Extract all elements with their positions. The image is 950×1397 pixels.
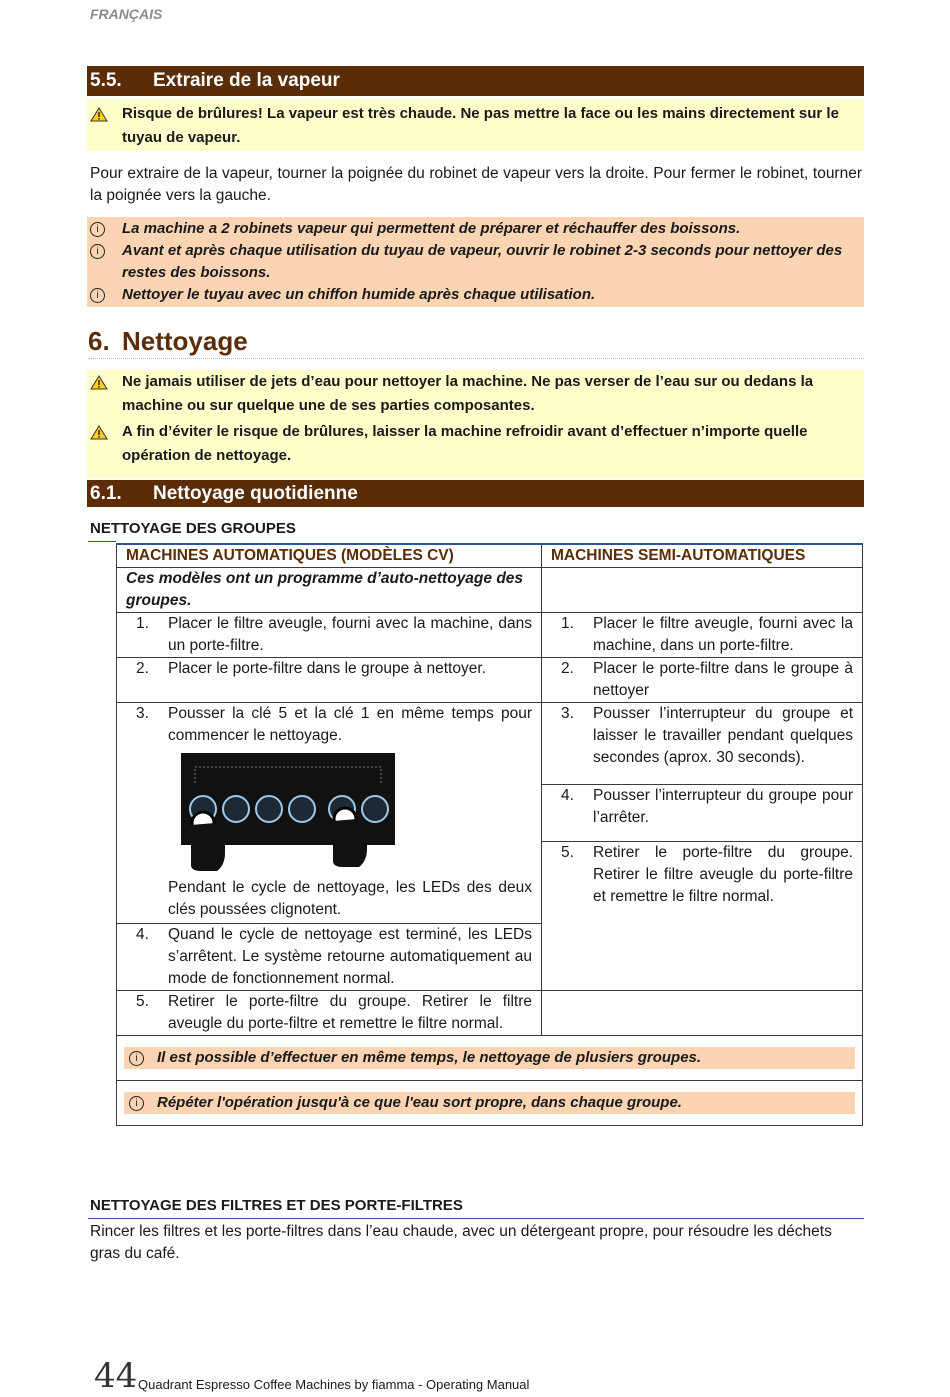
list-item xyxy=(551,703,853,769)
info-box xyxy=(87,217,864,307)
heading-rule xyxy=(88,1218,864,1219)
warning-text: Ne jamais utiliser de jets d’eau pour nettoyer la machine. Ne pas verser de l’eau sur ou dedans la machine ou sur quelque une de ses parties composantes. xyxy=(122,373,814,414)
groups-cleaning-heading: NETTOYAGE DES GROUPES xyxy=(90,520,296,537)
semi-step-cell xyxy=(542,785,863,842)
step-number: 5. xyxy=(136,993,149,1010)
step-text: Pousser l’interrupteur du groupe et laisser le travailler pendant quelques secondes (aprox. 30 seconds). xyxy=(593,705,853,766)
step-text: Pousser l’interrupteur du groupe pour l’arrêter. xyxy=(593,787,853,827)
column-header-semi: MACHINES SEMI-AUTOMATIQUES xyxy=(542,544,863,568)
note-text: Il est possible d’effectuer en même temps, le nettoyage de plusiers groupes. xyxy=(157,1049,702,1066)
section-heading-6-1 xyxy=(87,480,864,507)
step-number: 3. xyxy=(561,705,574,722)
auto-intro-text: Ces modèles ont un programme d’auto-nettoyage des groupes. xyxy=(126,570,524,609)
info-circle-icon: i xyxy=(90,288,105,303)
section-number: 6.1. xyxy=(90,483,122,504)
semi-step-cell xyxy=(542,658,863,703)
info-text: Nettoyer le tuyau avec un chiffon humide après chaque utilisation. xyxy=(122,286,596,303)
section-title: Nettoyage quotidienne xyxy=(153,483,358,504)
info-circle-icon: i xyxy=(129,1096,144,1111)
heading-rule xyxy=(88,541,116,542)
list-item xyxy=(551,785,853,829)
page-number: 44 xyxy=(94,1356,138,1396)
section-heading-5-5 xyxy=(87,66,864,96)
list-item xyxy=(126,613,532,657)
step-text: Retirer le porte-filtre du groupe. Retirer le filtre aveugle du porte-filtre et remettre le filtre normal. xyxy=(593,844,853,906)
filters-paragraph: Rincer les filtres et les porte-filtres dans l’eau chaude, avec un détergeant propre, pour résoudre les déchets gras du café. xyxy=(90,1223,832,1262)
semi-step-cell xyxy=(542,613,863,658)
empty-cell xyxy=(542,991,863,1036)
warning-triangle-icon xyxy=(90,107,108,122)
warning-item xyxy=(87,102,864,150)
step-number: 3. xyxy=(136,705,149,722)
list-item xyxy=(551,658,853,702)
step-number: 2. xyxy=(561,660,574,677)
step-text: Placer le filtre aveugle, fourni avec la machine, dans un porte-filtre. xyxy=(593,615,853,654)
step-text: Placer le porte-filtre dans le groupe à nettoyer. xyxy=(168,660,486,677)
cleaning-table xyxy=(116,543,863,1126)
warning-item xyxy=(87,420,864,468)
language-label: FRANÇAIS xyxy=(90,6,163,22)
step-text: Placer le filtre aveugle, fourni avec la machine, dans un porte-filtre. xyxy=(168,615,532,654)
list-item xyxy=(126,991,532,1035)
keypad-illustration xyxy=(181,753,401,873)
keypad-image xyxy=(181,753,401,873)
auto-step-cell xyxy=(117,991,542,1036)
steam-paragraph: Pour extraire de la vapeur, tourner la poignée du robinet de vapeur vers la droite. Pour fermer le robinet, tourner la poignée vers la gauche. xyxy=(90,165,862,204)
note-text: Répéter l'opération jusqu'à ce que l'eau sort propre, dans chaque groupe. xyxy=(157,1094,682,1111)
auto-step-cell xyxy=(117,924,542,991)
auto-intro-cell xyxy=(117,568,542,613)
list-item xyxy=(551,842,853,908)
info-item xyxy=(87,240,864,284)
list-item xyxy=(126,703,532,747)
table-row xyxy=(117,1081,863,1126)
step-number: 4. xyxy=(561,787,574,805)
warning-triangle-icon xyxy=(90,425,108,440)
footer-title: Quadrant Espresso Coffee Machines by fiamma - Operating Manual xyxy=(138,1377,530,1392)
step-text: Pousser la clé 5 et la clé 1 en même temps pour commencer le nettoyage. xyxy=(168,705,532,744)
step-number: 5. xyxy=(561,844,574,862)
note-cell xyxy=(117,1081,863,1126)
step-number: 1. xyxy=(561,615,574,632)
auto-step-cell xyxy=(117,658,542,703)
table-row xyxy=(117,1036,863,1081)
note-band xyxy=(124,1047,855,1069)
step-number: 1. xyxy=(136,615,149,632)
chapter-title: Nettoyage xyxy=(122,326,248,356)
note-cell xyxy=(117,1036,863,1081)
section-title: Extraire de la vapeur xyxy=(153,70,340,91)
table-row xyxy=(117,613,863,658)
semi-step-cell xyxy=(542,842,863,924)
warning-text: A fin d’éviter le risque de brûlures, laisser la machine refroidir avant d’effectuer n’importe quelle opération de nettoyage. xyxy=(122,423,808,464)
info-text: La machine a 2 robinets vapeur qui permettent de préparer et réchauffer des boissons. xyxy=(122,220,741,237)
info-item xyxy=(87,218,864,240)
warning-box xyxy=(87,99,864,151)
info-text: Avant et après chaque utilisation du tuyau de vapeur, ouvrir le robinet 2-3 seconds pour nettoyer des restes des boissons. xyxy=(122,242,843,281)
step-text: Placer le porte-filtre dans le groupe à nettoyer xyxy=(593,660,853,699)
chapter-heading-6 xyxy=(88,326,864,359)
info-circle-icon: i xyxy=(90,244,105,259)
step-note-text: Pendant le cycle de nettoyage, les LEDs des deux clés poussées clignotent. xyxy=(168,879,532,918)
step-note xyxy=(126,877,532,921)
table-row xyxy=(117,703,863,785)
table-row xyxy=(117,991,863,1036)
info-circle-icon: i xyxy=(90,222,105,237)
warning-triangle-icon xyxy=(90,375,108,390)
auto-step-cell xyxy=(117,703,542,924)
table-row xyxy=(117,568,863,613)
note-band xyxy=(124,1092,855,1114)
info-item xyxy=(87,284,864,306)
table-row xyxy=(117,924,863,991)
semi-step-cell xyxy=(542,703,863,785)
filters-cleaning-heading: NETTOYAGE DES FILTRES ET DES PORTE-FILTRES xyxy=(90,1197,463,1214)
auto-step-cell xyxy=(117,613,542,658)
section-number: 5.5. xyxy=(90,70,122,91)
list-item xyxy=(126,924,532,990)
info-circle-icon: i xyxy=(129,1051,144,1066)
empty-cell xyxy=(542,568,863,613)
list-item xyxy=(126,658,532,680)
empty-cell xyxy=(542,924,863,991)
column-header-auto: MACHINES AUTOMATIQUES (MODÈLES CV) xyxy=(117,544,542,568)
step-number: 2. xyxy=(136,660,149,677)
chapter-number: 6. xyxy=(88,326,110,356)
table-header-row xyxy=(117,544,863,568)
step-text: Quand le cycle de nettoyage est terminé, les LEDs s’arrêtent. Le système retourne automatiquement au mode de fonctionnement normal. xyxy=(168,926,532,987)
warning-text: Risque de brûlures! La vapeur est très chaude. Ne pas mettre la face ou les mains directement sur le tuyau de vapeur. xyxy=(122,105,839,146)
table-row xyxy=(117,658,863,703)
list-item xyxy=(551,613,853,657)
step-text: Retirer le porte-filtre du groupe. Retirer le filtre aveugle du porte-filtre et remettre le filtre normal. xyxy=(168,993,532,1032)
step-number: 4. xyxy=(136,926,149,943)
warning-box xyxy=(87,370,864,478)
warning-item xyxy=(87,370,864,418)
